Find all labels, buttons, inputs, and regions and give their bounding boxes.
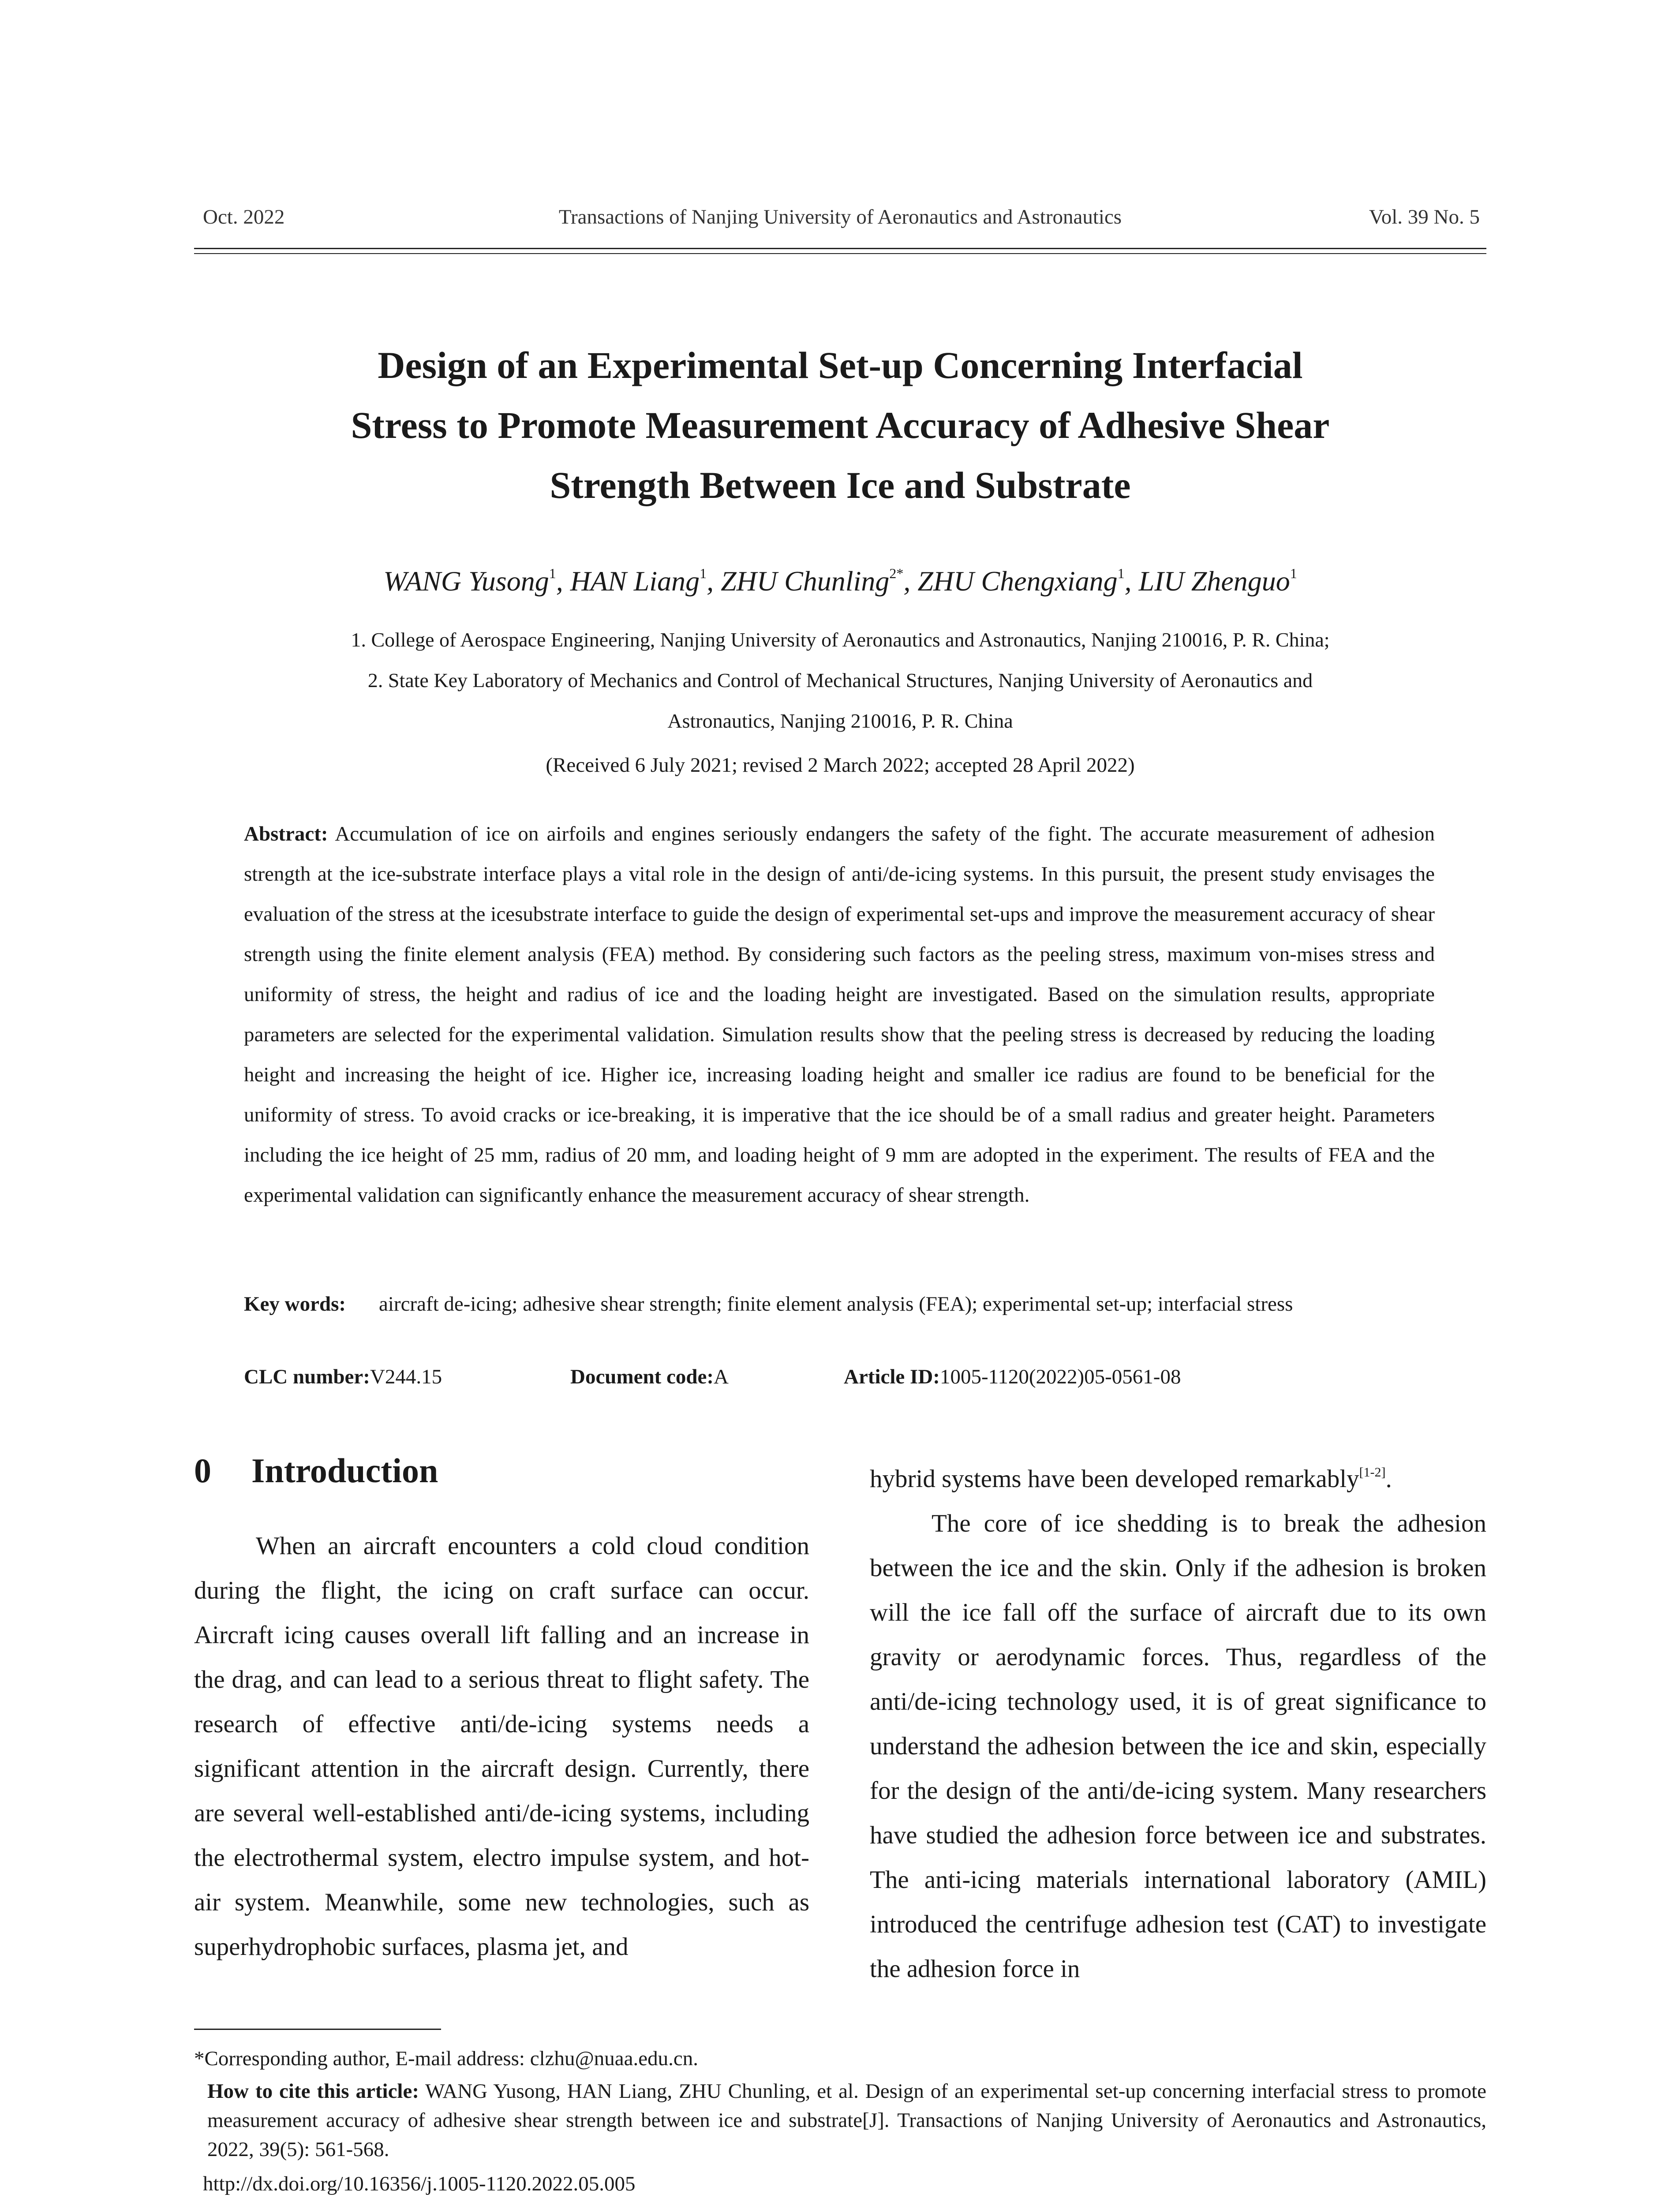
citation-ref[interactable]: [1-2] — [1359, 1465, 1386, 1480]
journal-name: Transactions of Nanjing University of Aeronautics and Astronautics — [558, 206, 1122, 228]
cite-label: How to cite this article: — [207, 2080, 419, 2103]
abstract — [244, 814, 1435, 1215]
issue-date: Oct. 2022 — [203, 206, 285, 228]
paragraph: When an aircraft encounters a cold cloud condition during the flight, the icing on craft surface can occur. Aircraft icing causes overall lift falling and an increase in the drag, and can lead to a serious threat to flight safety. The research of effective anti/de-icing systems needs a significant attention in the aircraft design. Currently, there are several well-established anti/de-icing systems, including the electrothermal system, electro impulse system, and hot-air system. Meanwhile, some new technologies, such as superhydrophobic surfaces, plasma jet, and — [194, 1532, 809, 1961]
paragraph-continued: hybrid systems have been developed remarkably[1-2]. — [870, 1465, 1392, 1493]
author-name: ZHU Chengxiang — [917, 565, 1118, 597]
keywords — [244, 1284, 1435, 1324]
corresponding-author: *Corresponding author, E-mail address: clzhu@nuaa.edu.cn. — [194, 2047, 698, 2070]
keywords-text: aircraft de-icing; adhesive shear strength; finite element analysis (FEA); experimental set-up; interfacial stress — [379, 1293, 1293, 1316]
author-affil-mark: 1 — [1290, 565, 1297, 581]
author-name: LIU Zhenguo — [1138, 565, 1290, 597]
cite-text: WANG Yusong, HAN Liang, ZHU Chunling, et al. Design of an experimental set-up concerning interfacial stress to promote measurement accuracy of adhesive shear strength between ice and substrate[J]. Transactions of Nanjing University of Aeronautics and Astronautics, 2022, 39(5): 561-568. — [207, 2080, 1486, 2161]
affiliation-line: Astronautics, Nanjing 210016, P. R. China — [667, 710, 1013, 732]
author-name: ZHU Chunling — [721, 565, 890, 597]
author-affil-mark: 1 — [1117, 565, 1125, 581]
header-rule-top — [194, 248, 1486, 249]
title-line: Stress to Promote Measurement Accuracy of Adhesive Shear — [351, 404, 1330, 446]
received-dates: (Received 6 July 2021; revised 2 March 2022; accepted 28 April 2022) — [546, 754, 1135, 777]
footnote-rule — [194, 2029, 441, 2030]
abstract-label: Abstract: — [244, 822, 328, 845]
author-name: WANG Yusong — [383, 565, 549, 597]
section-number: 0 — [194, 1451, 211, 1490]
article-id: Article ID:1005-1120(2022)05-0561-08 — [844, 1365, 1181, 1388]
volume-issue: Vol. 39 No. 5 — [1369, 206, 1480, 228]
paragraph: The core of ice shedding is to break the adhesion between the ice and the skin. Only if the adhesion is broken will the ice fall off the surface of aircraft due to its own gravity or aerodynamic forces. Thus, regardless of the anti/de-icing technology used, it is of great significance to understand the adhesion between the ice and skin, especially for the design of the anti/de-icing system. Many researchers have studied the adhesion force between ice and substrates. The anti-icing materials international laboratory (AMIL) introduced the centrifuge adhesion test (CAT) to investigate the adhesion force in — [870, 1510, 1486, 1983]
author-list: WANG Yusong$^1$, HAN Liang$^1$, ZHU Chunling$^{2*}$, ZHU Chengxiang$^1$, LIU Zhenguo$^1$ — [383, 565, 1297, 597]
title-line: Design of an Experimental Set-up Concerning Interfacial — [378, 344, 1303, 386]
right-column — [870, 1450, 1486, 1991]
paper-title — [194, 335, 1486, 515]
document-code: Document code:A — [570, 1365, 729, 1388]
header-rule-bottom — [194, 253, 1486, 254]
doi-link[interactable]: http://dx.doi.org/10.16356/j.1005-1120.2022.05.005 — [203, 2172, 636, 2195]
running-header — [194, 205, 1486, 232]
author-affil-mark: 1 — [700, 565, 707, 581]
author-affil-mark: 1 — [549, 565, 556, 581]
title-line: Strength Between Ice and Substrate — [550, 464, 1131, 506]
abstract-text: Accumulation of ice on airfoils and engines seriously endangers the safety of the fight. The accurate measurement of adhesion strength at the ice-substrate interface plays a vital role in the design of anti/de-icing systems. In this pursuit, the present study envisages the evaluation of the stress at the icesubstrate interface to guide the design of experimental set-ups and improve the measurement accuracy of shear strength using the finite element analysis (FEA) method. By considering such factors as the peeling stress, maximum von-mises stress and uniformity of stress, the height and radius of ice and the loading height are investigated. Based on the simulation results, appropriate parameters are selected for the experimental validation. Simulation results show that the peeling stress is decreased by reducing the loading height and increasing the height of ice. Higher ice, increasing loading height and smaller ice radius are found to be beneficial for the uniformity of stress. To avoid cracks or ice-breaking, it is imperative that the ice should be of a small radius and greater height. Parameters including the ice height of 25 mm, radius of 20 mm, and loading height of 9 mm are adopted in the experiment. The results of FEA and the experimental validation can significantly enhance the measurement accuracy of shear strength. — [244, 822, 1435, 1207]
how-to-cite — [207, 2077, 1486, 2164]
author-affil-mark: 2* — [889, 565, 904, 581]
section-title: Introduction — [251, 1451, 438, 1490]
affiliations — [194, 620, 1486, 741]
footnote — [194, 2044, 1486, 2198]
affiliation-line: 1. College of Aerospace Engineering, Nanjing University of Aeronautics and Astronautics, Nanjing 210016, P. R. China; — [351, 628, 1330, 651]
keywords-label: Key words: — [244, 1293, 346, 1316]
left-column — [194, 1524, 809, 1969]
clc-number: CLC number:V244.15 — [244, 1365, 442, 1388]
affiliation-line: 2. State Key Laboratory of Mechanics and Control of Mechanical Structures, Nanjing University of Aeronautics and — [367, 669, 1313, 691]
author-name: HAN Liang — [570, 565, 700, 597]
